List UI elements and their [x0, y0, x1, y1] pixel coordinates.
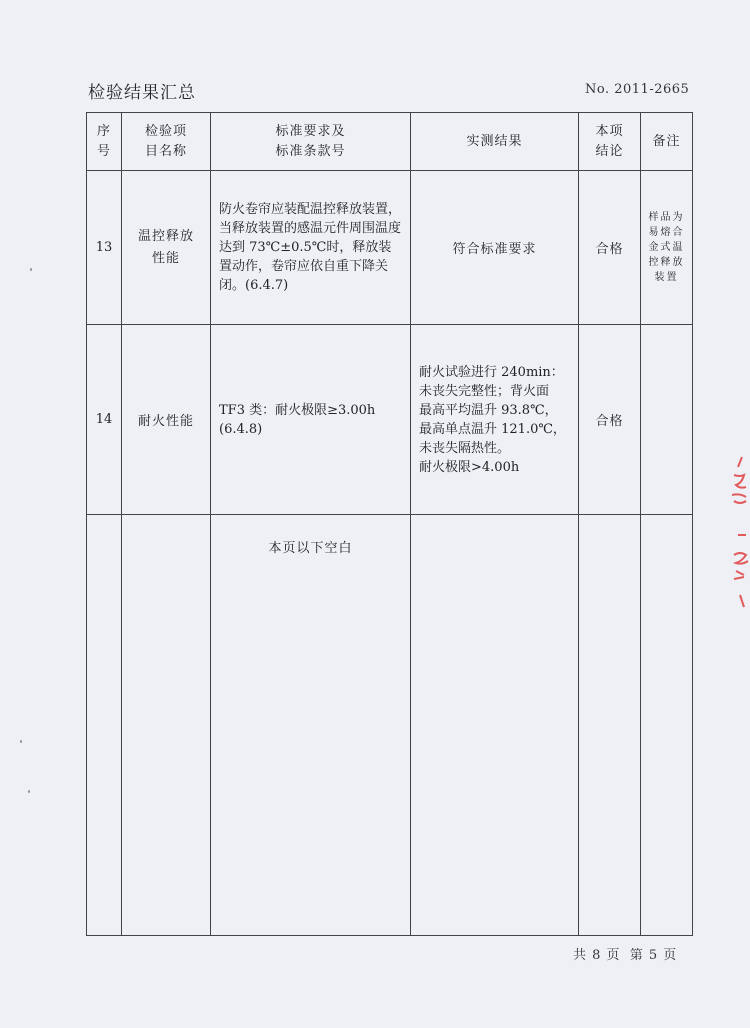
page-footer	[573, 944, 681, 963]
row-requirement	[211, 325, 411, 515]
col-header-label: 序 号	[96, 123, 111, 159]
row-requirement: 防火卷帘应装配温控释放装置，当释放装置的感温元件周围温度达到 73℃±0.5℃时，释放装置动作，卷帘应依自重下降关闭。(6.4.7)	[211, 171, 411, 325]
remark-text: 样品为 易熔合 金式温 控释放 装置	[648, 212, 685, 283]
scan-speck	[30, 268, 32, 271]
row-no: 13	[87, 171, 122, 325]
row-remark	[641, 171, 693, 325]
table-header-row	[87, 113, 693, 171]
col-header-remark	[641, 113, 693, 171]
col-header-no	[87, 113, 122, 171]
col-header-result	[411, 113, 579, 171]
table-row	[87, 171, 693, 325]
row-conclusion: 合格	[579, 171, 641, 325]
row-remark	[641, 325, 693, 515]
seal-stamp-edge	[720, 455, 750, 615]
row-conclusion: 合格	[579, 325, 641, 515]
col-header-label: 检验项 目名称	[144, 123, 187, 159]
page-current: 第 5 页	[629, 948, 678, 963]
blank-cell	[641, 515, 693, 936]
cell-text: 耐火试验进行 240min： 未丧失完整性；背火面 最高平均温升 93.8℃， 最高单点温升 121.0℃， 未丧失隔热性。 耐火极限>4.00h	[419, 364, 566, 475]
scan-speck	[28, 790, 30, 793]
results-table	[86, 112, 693, 936]
row-result	[411, 325, 579, 515]
blank-cell	[579, 515, 641, 936]
col-header-requirement	[211, 113, 411, 171]
col-header-item	[122, 113, 211, 171]
col-header-label: 实测结果	[466, 133, 523, 149]
table-row-blank	[87, 515, 693, 936]
blank-page-note: 本页以下空白	[268, 541, 353, 556]
row-item: 耐火性能	[122, 325, 211, 515]
row-result: 符合标准要求	[411, 171, 579, 325]
col-header-label: 备注	[652, 133, 681, 149]
row-item	[122, 171, 211, 325]
blank-cell	[122, 515, 211, 936]
table-row	[87, 325, 693, 515]
row-no: 14	[87, 325, 122, 515]
col-header-label: 本项 结论	[595, 123, 624, 159]
col-header-label: 标准要求及 标准条款号	[275, 123, 346, 159]
blank-cell	[87, 515, 122, 936]
blank-cell	[411, 515, 579, 936]
col-header-conclusion	[579, 113, 641, 171]
cell-text: TF3 类：耐火极限≥3.00h (6.4.8)	[219, 402, 376, 437]
page-total: 共 8 页	[573, 948, 621, 963]
blank-note-cell	[211, 515, 411, 936]
cell-text: 温控释放 性能	[137, 228, 194, 266]
report-number: No. 2011-2665	[585, 82, 690, 97]
page-title: 检验结果汇总	[88, 83, 196, 103]
scan-speck	[20, 740, 22, 743]
